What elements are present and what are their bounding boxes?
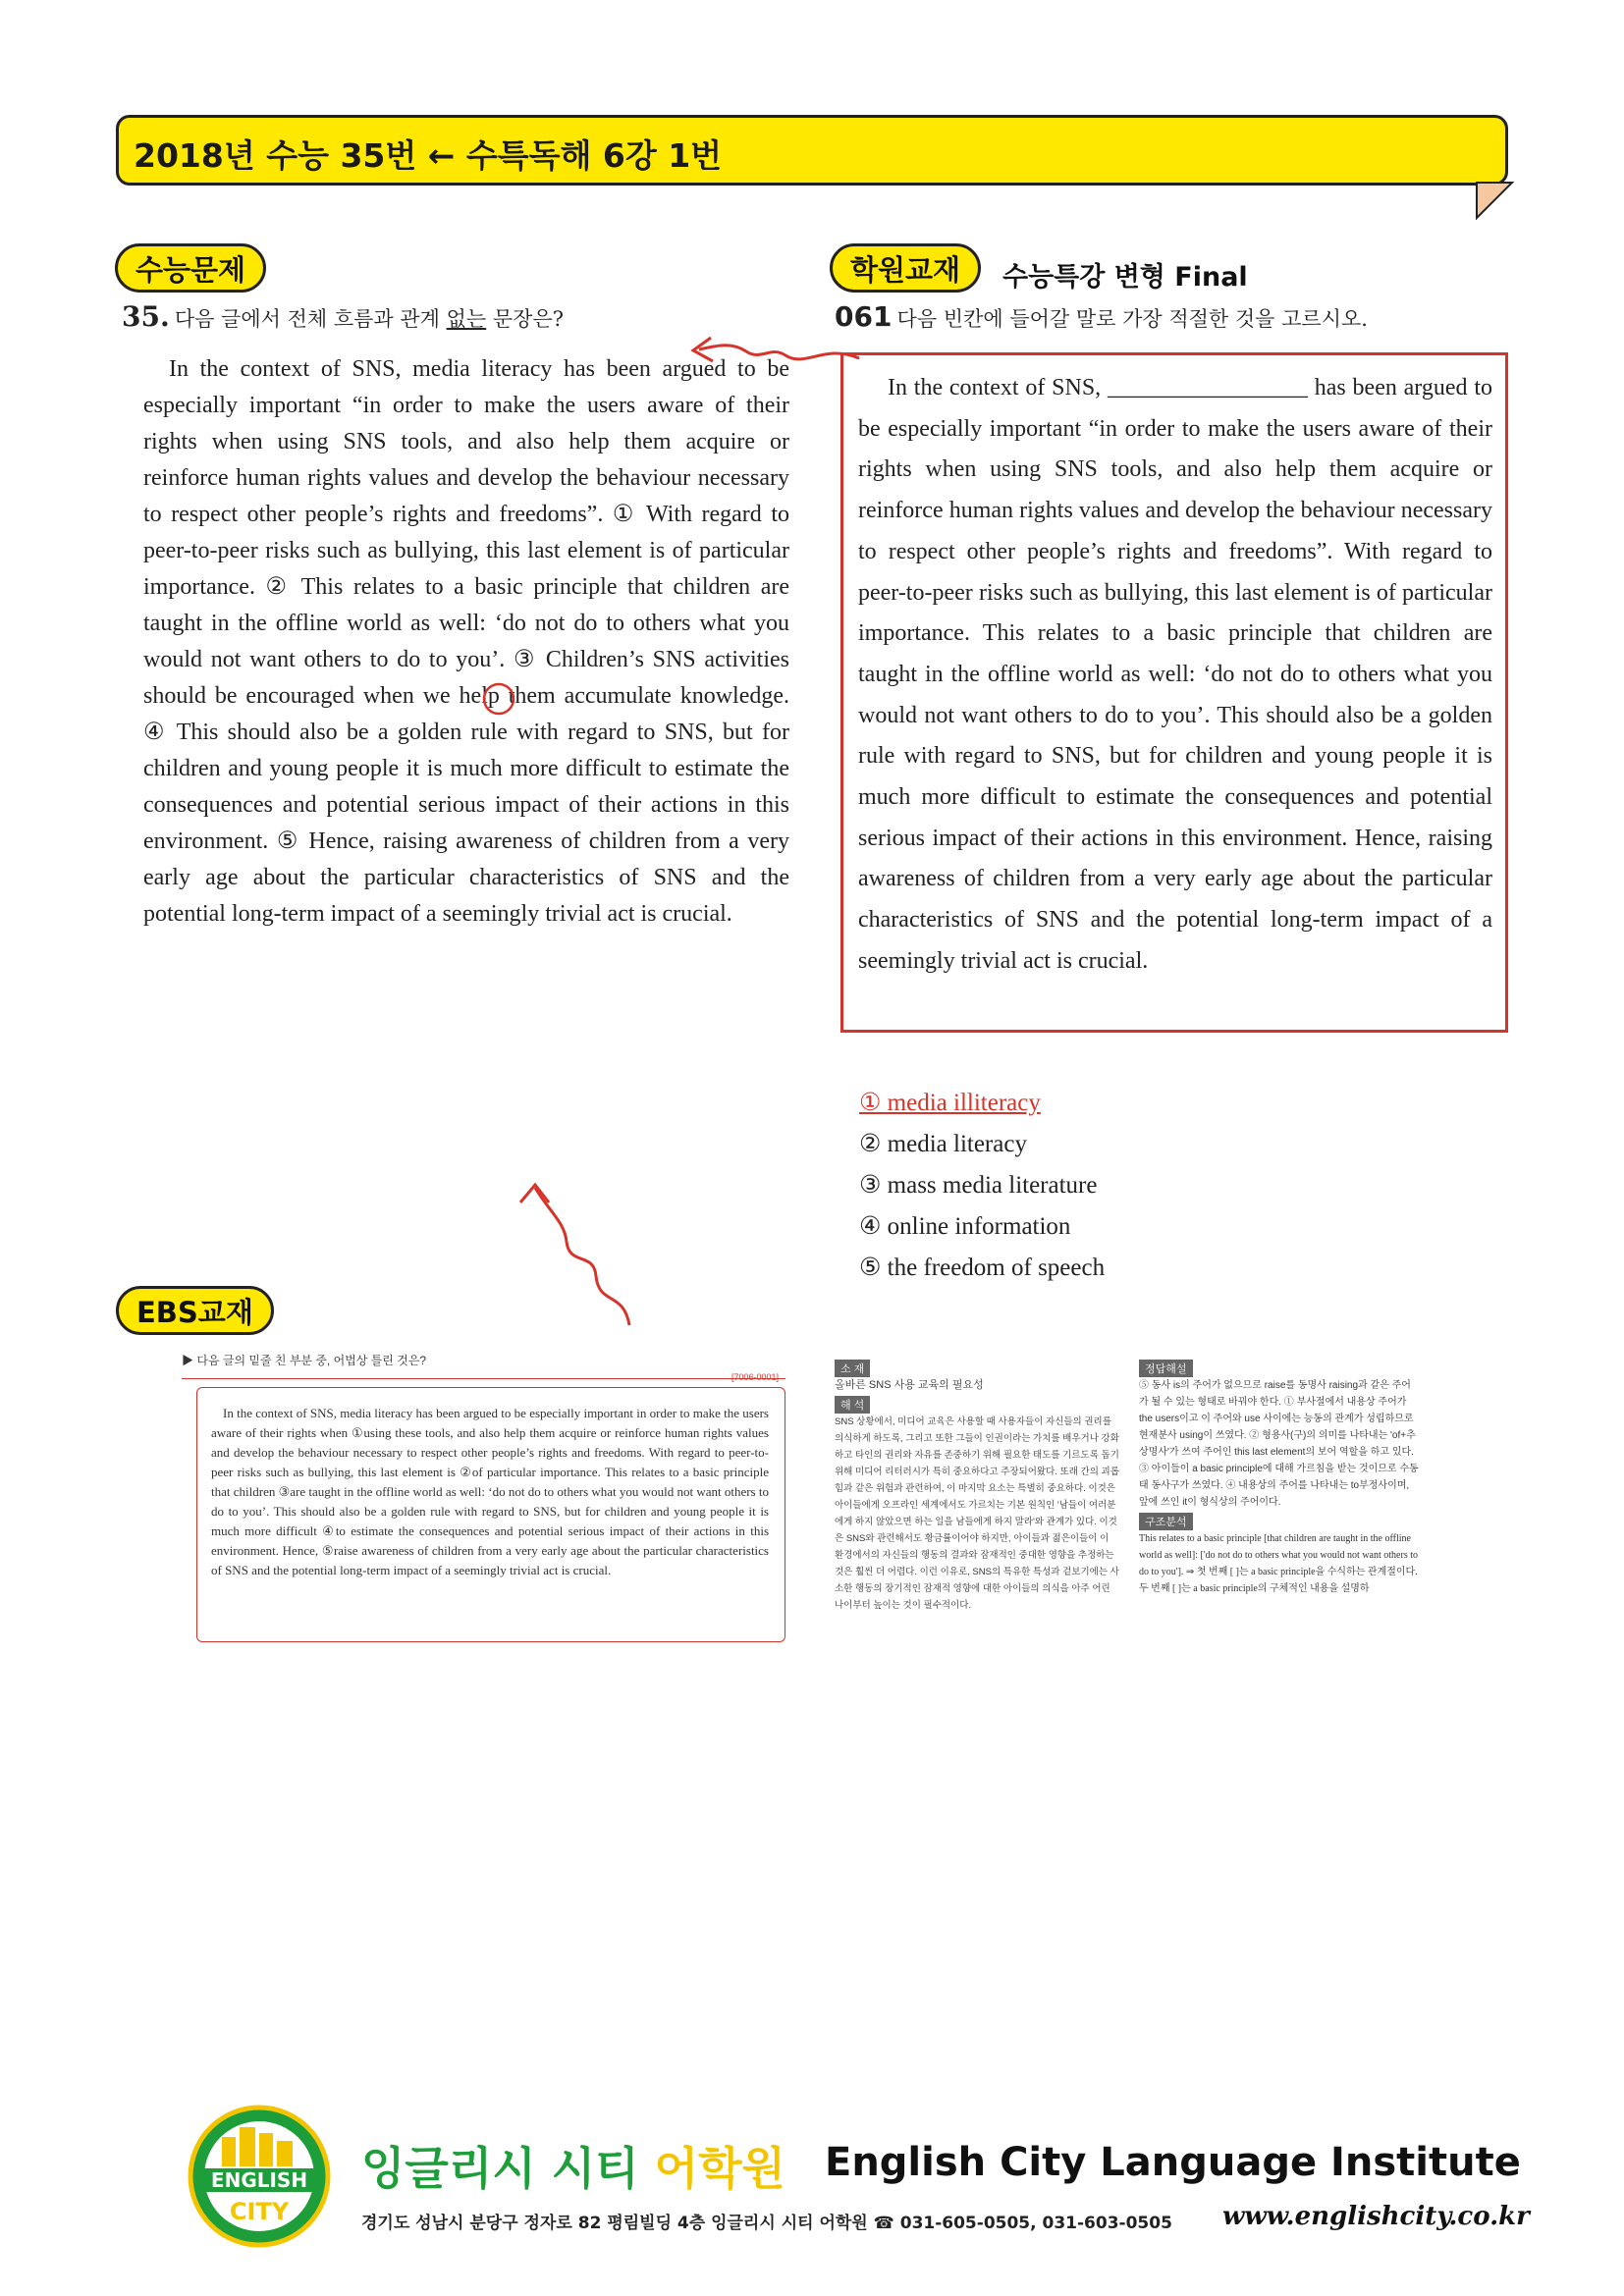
ebs-explanation: ⑤ 동사 is의 주어가 없으므로 raise를 동명사 raising과 같은 주어가 될 수 있는 형태로 바꿔야 한다. ① 부사절에서 내용상 주어가 the users이고 이 주어와 use 사이에는 능동의 관계가 성립하므로 현재분사 using이 쓰였다. ② 형용사(구)의 의미를 나타내는 'of+추상명사'가 쓰여 주어인 this last element의 보어 역할을 하고 있다. ③ 아이들이 a basic principle에 대해 가르침을 받는 것이므로 수동태 동사구가 쓰였다. ④ 내용상의 주어를 나타내는 to부정사이며, 앞에 쓰인 it이 형식상의 주어이다. xyxy=(1139,1380,1419,1508)
question-number: 35. xyxy=(122,300,170,333)
ebs-translation: SNS 상황에서, 미디어 교육은 사용할 때 사용자들이 자신들의 권리를 의식하게 하도록, 그리고 또한 그들이 인권이라는 가치를 배우거나 강화하고 타인의 권리와 자유를 존중하기 위해 필요한 태도를 기르도록 돕기 위해 미디어 리터러시가 특히 중요하다고 주장되어왔다. 또래 간의 괴롭힘과 같은 위험과 관련하여, 이 마지막 요소는 특별히 중요하다. 이것은 아이들에게 오프라인 세계에서도 가르치는 기본 원칙인 '남들이 여러분에게 하지 않았으면 하는 일을 남들에게 하지 말라'와 관계가 있다. 이것은 SNS와 관련해서도 황금률이어야 하지만, 아이들과 젊은이들이 이 환경에서의 자신들의 행동의 결과와 잠재적인 중대한 영향을 추정하는 것은 훨씬 더 어렵다. 이런 이유로, SNS의 특유한 특성과 겉보기에는 사소한 행동의 장기적인 잠재적 영향에 대한 아이들의 의식을 아주 어린 나이부터 높이는 것이 필수적이다. xyxy=(835,1416,1119,1611)
ebs-col-3 xyxy=(1139,1358,1419,1597)
badge-academy: 학원교재 xyxy=(830,243,981,293)
academy-name-english: English City Language Institute xyxy=(825,2140,1521,2185)
logo-text-top: ENGLISH xyxy=(210,2168,308,2192)
academy-name-ko-yellow: 어학원 xyxy=(654,2142,785,2195)
question-text-right: 다음 빈칸에 들어갈 말로 가장 적절한 것을 고르시오. xyxy=(896,307,1368,331)
academy-name-ko-green: 잉글리시 시티 xyxy=(361,2142,655,2195)
page-title: 2018년 수능 35번 ← 수특독해 6강 1번 xyxy=(134,136,723,175)
answer-options xyxy=(859,1083,1105,1289)
ebs-col-2 xyxy=(835,1358,1119,1614)
page-fold-icon xyxy=(1475,181,1514,220)
ebs-topic: 올바른 SNS 사용 교육의 필요성 xyxy=(835,1379,984,1391)
arrow-top-icon xyxy=(677,324,864,383)
academy-website-link[interactable]: www.englishcity.co.kr xyxy=(1222,2202,1530,2231)
badge-ebs: EBS교재 xyxy=(116,1286,274,1335)
question-text-pre: 다음 글에서 전체 흐름과 관계 xyxy=(174,307,447,331)
academy-address: 경기도 성남시 분당구 정자로 82 평림빌딩 4층 잉글리시 시티 어학원 ☎ 031-605-0505, 031-603-0505 xyxy=(361,2214,1172,2233)
ebs-tag-translation: 해 석 xyxy=(835,1396,870,1414)
option-2[interactable]: ② media literacy xyxy=(859,1131,1027,1157)
question-header-left xyxy=(122,300,564,333)
ebs-code: [7006-0001] xyxy=(731,1372,780,1382)
academy-name-korean xyxy=(361,2133,785,2198)
question-header-right xyxy=(835,300,1368,333)
question-number-right: 061 xyxy=(835,300,893,333)
ebs-rule xyxy=(182,1378,785,1379)
ebs-tag-topic: 소 재 xyxy=(835,1360,870,1377)
answer-circle-mark xyxy=(481,681,516,717)
logo-text-bottom: CITY xyxy=(229,2198,290,2225)
ebs-tag-explanation: 정답해설 xyxy=(1139,1360,1193,1377)
arrow-bottom-icon xyxy=(506,1173,643,1330)
ebs-passage: In the context of SNS, media literacy has been argued to be especially important in order to make the users aware of their rights when ①using these tools, and also help them acquire or reinforce human rights values and develop the behaviour necessary to respect other people’s rights and freedoms. With regard to peer-to-peer risks such as bullying, this last element is ②of particular importance. This relates to a basic principle that children ③are taught in the offline world as well: ‘do not do to others what you would not want others to do to you’. This should also be a golden rule with regard to SNS, but for children and young people it is much more difficult ④to estimate the consequences and potential serious impact of their actions in this environment. Hence, ⑤raise awareness of children from a very early age about the particular characteristics of SNS and the potential long-term impact of a seemingly trivial act is crucial. xyxy=(211,1406,769,1577)
right-passage: In the context of SNS, _________________ has been argued to be especially important “in order to make the users aware of their rights when using SNS tools, and also help them acquire or reinforce human rights values and develop the behaviour necessary to respect other people’s rights and freedoms”. With regard to peer-to-peer risks such as bullying, this last element is of particular importance. This relates to a basic principle that children are taught in the offline world as well: ‘do not do to others what you would not want others to do to you’. This should also be a golden rule with regard to SNS, but for children and young people it is much more difficult to estimate the consequences and potential serious impact of their actions in this environment. Hence, raising awareness of children from a very early age about the particular characteristics of SNS and the potential long-term impact of a seemingly trivial act is crucial. xyxy=(858,375,1492,974)
question-text-post: 문장은? xyxy=(486,307,564,331)
ebs-tag-structure: 구조분석 xyxy=(1139,1513,1193,1530)
option-4[interactable]: ④ online information xyxy=(859,1213,1071,1240)
english-city-logo xyxy=(187,2104,332,2249)
option-3[interactable]: ③ mass media literature xyxy=(859,1172,1098,1199)
option-5[interactable]: ⑤ the freedom of speech xyxy=(859,1255,1106,1281)
ebs-instruction: ▶ 다음 글의 밑줄 친 부분 중, 어법상 틀린 것은? xyxy=(182,1354,427,1367)
question-text-underlined: 없는 xyxy=(446,307,487,331)
left-passage: In the context of SNS, media literacy has been argued to be especially important “in order to make the users aware of their rights when using SNS tools, and also help them acquire or reinforce human rights values and develop the behaviour necessary to respect other people’s rights and freedoms”. ① With regard to peer-to-peer risks such as bullying, this last element is of particular importance. ② This relates to a basic principle that children are taught in the offline world as well: ‘do not do to others what you would not want others to do to you’. ③ Children’s SNS activities should be encouraged when we help them accumulate knowledge. ④ This should also be a golden rule with regard to SNS, but for children and young people it is much more difficult to estimate the consequences and potential serious impact of their actions in this environment. ⑤ Hence, raising awareness of children from a very early age about the particular characteristics of SNS and the potential long-term impact of a seemingly trivial act is crucial. xyxy=(143,356,789,927)
badge-suneung: 수능문제 xyxy=(115,243,266,293)
subtitle-final: 수능특강 변형 Final xyxy=(1002,262,1248,293)
option-1[interactable]: ① media illiteracy xyxy=(859,1090,1041,1116)
ebs-structure: This relates to a basic principle [that children are taught in the offline world as well]: ['do not do to others what you would not want others to do to you']. ⇒ 첫 번째 [ ]는 a basic principle을 수식하는 관계절이다. 두 번째 [ ]는 a basic principle의 구체적인 내용을 설명하 xyxy=(1139,1533,1418,1594)
